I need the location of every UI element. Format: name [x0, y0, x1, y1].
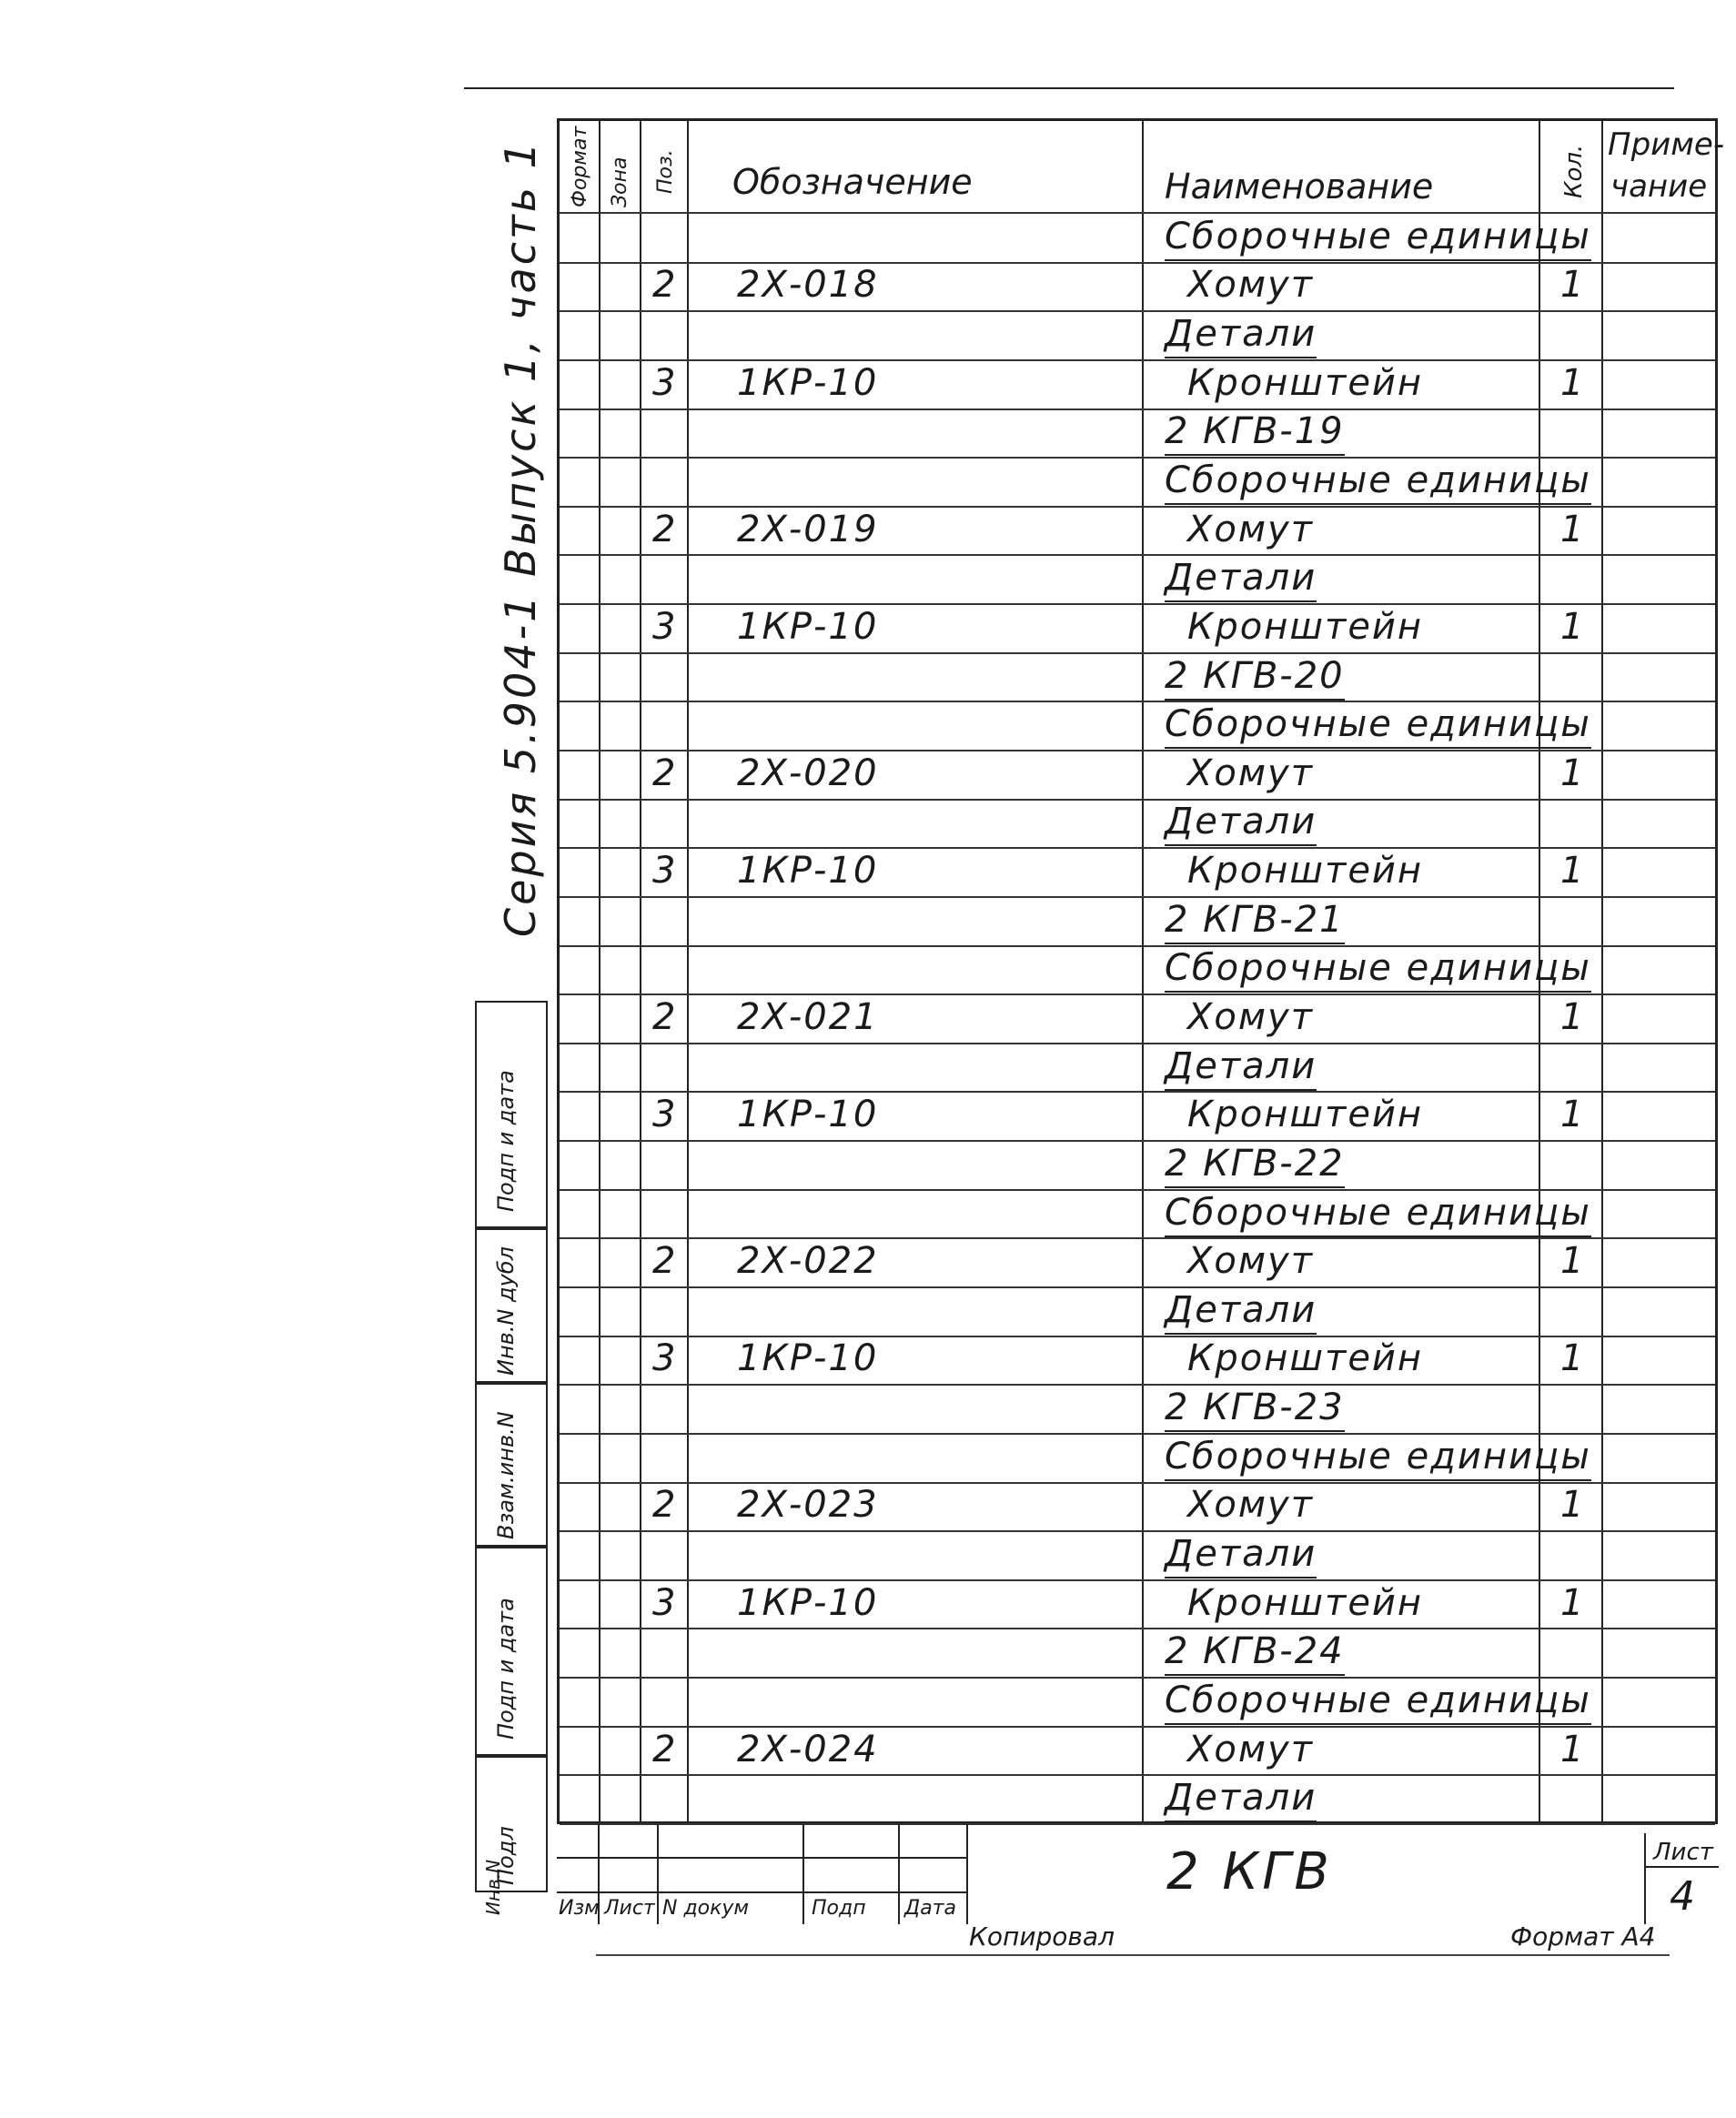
footer-format: Формат А4 — [1510, 1921, 1656, 1952]
stamp-label-2: Инв.N дубл — [493, 1246, 519, 1376]
stamp-label-1: Подп и дата — [493, 1070, 519, 1212]
row-name: 2 КГВ-20 — [1165, 655, 1345, 701]
row-qty: 1 — [1560, 1728, 1586, 1770]
header-pos: Поз. — [654, 149, 677, 194]
table-row — [560, 800, 1715, 849]
table-row — [560, 1727, 1715, 1776]
row-qty: 1 — [1560, 1581, 1586, 1624]
stamp-box-1 — [475, 1001, 548, 1228]
row-qty: 1 — [1560, 1337, 1586, 1380]
row-name: Сборочные единицы — [1165, 1679, 1591, 1725]
row-qty: 1 — [1560, 508, 1586, 550]
table-row — [560, 360, 1715, 409]
row-name: 2 КГВ-24 — [1165, 1630, 1345, 1676]
row-name: Хомут — [1187, 1484, 1315, 1527]
table-row — [560, 507, 1715, 556]
row-pos: 3 — [652, 605, 678, 648]
tb-col-ndokum: N докум — [662, 1897, 750, 1920]
table-row — [560, 1385, 1715, 1434]
row-pos: 3 — [652, 361, 678, 404]
tb-col-izm: Изм — [559, 1897, 600, 1920]
stamp-box-4 — [475, 1547, 548, 1756]
spec-rows — [560, 214, 1715, 1824]
sheet-number: 4 — [1670, 1873, 1695, 1920]
row-pos: 3 — [652, 1094, 678, 1136]
table-row — [560, 409, 1715, 459]
title-block — [557, 1824, 1718, 1924]
row-name: Хомут — [1187, 751, 1315, 794]
tb-col-list: Лист — [604, 1897, 655, 1920]
row-name: 2 КГВ-22 — [1165, 1143, 1345, 1188]
row-pos: 2 — [652, 1484, 678, 1527]
row-name: Хомут — [1187, 995, 1315, 1038]
row-designation: 1КР-10 — [737, 1337, 879, 1380]
row-name: Кронштейн — [1187, 1337, 1424, 1380]
table-row — [560, 263, 1715, 312]
row-name: Сборочные единицы — [1165, 703, 1591, 749]
row-name: Кронштейн — [1187, 850, 1424, 893]
row-designation: 1КР-10 — [737, 850, 879, 893]
row-name: Сборочные единицы — [1165, 947, 1591, 993]
table-row — [560, 1483, 1715, 1532]
row-name: 2 КГВ-21 — [1165, 899, 1345, 944]
row-qty: 1 — [1560, 1240, 1586, 1283]
row-name: Сборочные единицы — [1165, 1436, 1591, 1481]
row-name: Сборочные единицы — [1165, 216, 1591, 261]
table-row — [560, 604, 1715, 653]
row-designation: 2Х-018 — [737, 264, 879, 307]
table-row — [560, 214, 1715, 263]
stamp-box-3 — [475, 1383, 548, 1547]
footer-copied: Копировал — [969, 1921, 1115, 1952]
row-designation: 2Х-020 — [737, 751, 879, 794]
tb-vline-4 — [898, 1824, 900, 1924]
stamp-label-4: Подп и дата — [493, 1598, 519, 1740]
tb-col-podp: Подп — [812, 1897, 866, 1920]
row-designation: 2Х-019 — [737, 508, 879, 550]
row-name: Кронштейн — [1187, 1581, 1424, 1624]
row-designation: 2Х-023 — [737, 1484, 879, 1527]
row-name: Детали — [1165, 313, 1317, 358]
table-row — [560, 458, 1715, 507]
row-name: Хомут — [1187, 1240, 1315, 1283]
series-title: Серия 5.904-1 Выпуск 1, часть 1 — [496, 139, 545, 937]
table-row — [560, 1580, 1715, 1629]
row-pos: 3 — [652, 1337, 678, 1380]
row-pos: 2 — [652, 508, 678, 550]
row-qty: 1 — [1560, 1484, 1586, 1527]
tb-vline-2 — [657, 1824, 659, 1924]
table-row — [560, 751, 1715, 800]
top-rule — [464, 87, 1674, 89]
table-row — [560, 897, 1715, 946]
row-name: Сборочные единицы — [1165, 459, 1591, 505]
row-name: Хомут — [1187, 264, 1315, 307]
table-row — [560, 994, 1715, 1044]
tb-col-data: Дата — [904, 1897, 956, 1920]
header-name: Наименование — [1165, 166, 1434, 207]
row-designation: 2Х-021 — [737, 995, 879, 1038]
row-name: Детали — [1165, 1289, 1317, 1335]
header-format: Формат — [569, 126, 591, 207]
row-qty: 1 — [1560, 264, 1586, 307]
row-name: Хомут — [1187, 1728, 1315, 1770]
header-designation: Обозначение — [732, 162, 973, 202]
table-row — [560, 1238, 1715, 1287]
row-name: Детали — [1165, 801, 1317, 846]
sheet-label: Лист — [1653, 1839, 1713, 1866]
tb-hline-2 — [557, 1891, 966, 1893]
row-qty: 1 — [1560, 605, 1586, 648]
table-row — [560, 555, 1715, 604]
table-row — [560, 1531, 1715, 1580]
row-designation: 2Х-022 — [737, 1240, 879, 1283]
header-note-2: чание — [1610, 168, 1708, 205]
row-name: Детали — [1165, 1533, 1317, 1578]
row-qty: 1 — [1560, 751, 1586, 794]
row-pos: 2 — [652, 264, 678, 307]
row-name: Кронштейн — [1187, 361, 1424, 404]
table-row — [560, 1141, 1715, 1190]
row-pos: 2 — [652, 1728, 678, 1770]
row-name: Кронштейн — [1187, 1094, 1424, 1136]
row-name: 2 КГВ-19 — [1165, 410, 1345, 456]
row-pos: 2 — [652, 751, 678, 794]
tb-hline-1 — [557, 1857, 966, 1859]
row-designation: 1КР-10 — [737, 1581, 879, 1624]
stamp-label-5: Подл — [493, 1826, 519, 1885]
inv-label: Инв.N — [482, 1859, 504, 1915]
row-pos: 3 — [652, 1581, 678, 1624]
table-row — [560, 1775, 1715, 1824]
row-designation: 1КР-10 — [737, 605, 879, 648]
table-row — [560, 701, 1715, 751]
row-qty: 1 — [1560, 1094, 1586, 1136]
sheet-box-divider — [1646, 1866, 1719, 1868]
table-row — [560, 1629, 1715, 1678]
row-designation: 2Х-024 — [737, 1728, 879, 1770]
header-zone: Зона — [609, 156, 631, 207]
row-name: 2 КГВ-23 — [1165, 1387, 1345, 1432]
table-row — [560, 311, 1715, 360]
row-qty: 1 — [1560, 995, 1586, 1038]
row-name: Детали — [1165, 1045, 1317, 1091]
table-row — [560, 946, 1715, 995]
row-designation: 1КР-10 — [737, 1094, 879, 1136]
stamp-label-3: Взам.инв.N — [493, 1411, 519, 1539]
row-name: Хомут — [1187, 508, 1315, 550]
row-name: Сборочные единицы — [1165, 1192, 1591, 1237]
row-name: Детали — [1165, 557, 1317, 602]
table-row — [560, 1434, 1715, 1483]
footer-rule — [596, 1954, 1670, 1956]
table-row — [560, 1044, 1715, 1093]
left-stamp — [475, 1001, 548, 1892]
header-qty: Кол. — [1560, 144, 1588, 198]
table-row — [560, 1678, 1715, 1727]
sheet-number-box — [1644, 1833, 1719, 1924]
doc-code: 2 КГВ — [1166, 1842, 1333, 1901]
row-pos: 2 — [652, 995, 678, 1038]
row-qty: 1 — [1560, 850, 1586, 893]
row-designation: 1КР-10 — [737, 361, 879, 404]
row-pos: 2 — [652, 1240, 678, 1283]
table-row — [560, 1092, 1715, 1141]
title-block-cols — [557, 1824, 968, 1924]
row-name: Детали — [1165, 1777, 1317, 1822]
table-row — [560, 848, 1715, 897]
row-qty: 1 — [1560, 361, 1586, 404]
row-name: Кронштейн — [1187, 605, 1424, 648]
tb-vline-3 — [802, 1824, 804, 1924]
table-row — [560, 653, 1715, 702]
table-row — [560, 1336, 1715, 1386]
table-row — [560, 1287, 1715, 1336]
stamp-box-2 — [475, 1228, 548, 1383]
table-row — [560, 1190, 1715, 1239]
row-pos: 3 — [652, 850, 678, 893]
spec-sheet — [557, 118, 1725, 1824]
header-note-1: Приме- — [1608, 126, 1725, 163]
